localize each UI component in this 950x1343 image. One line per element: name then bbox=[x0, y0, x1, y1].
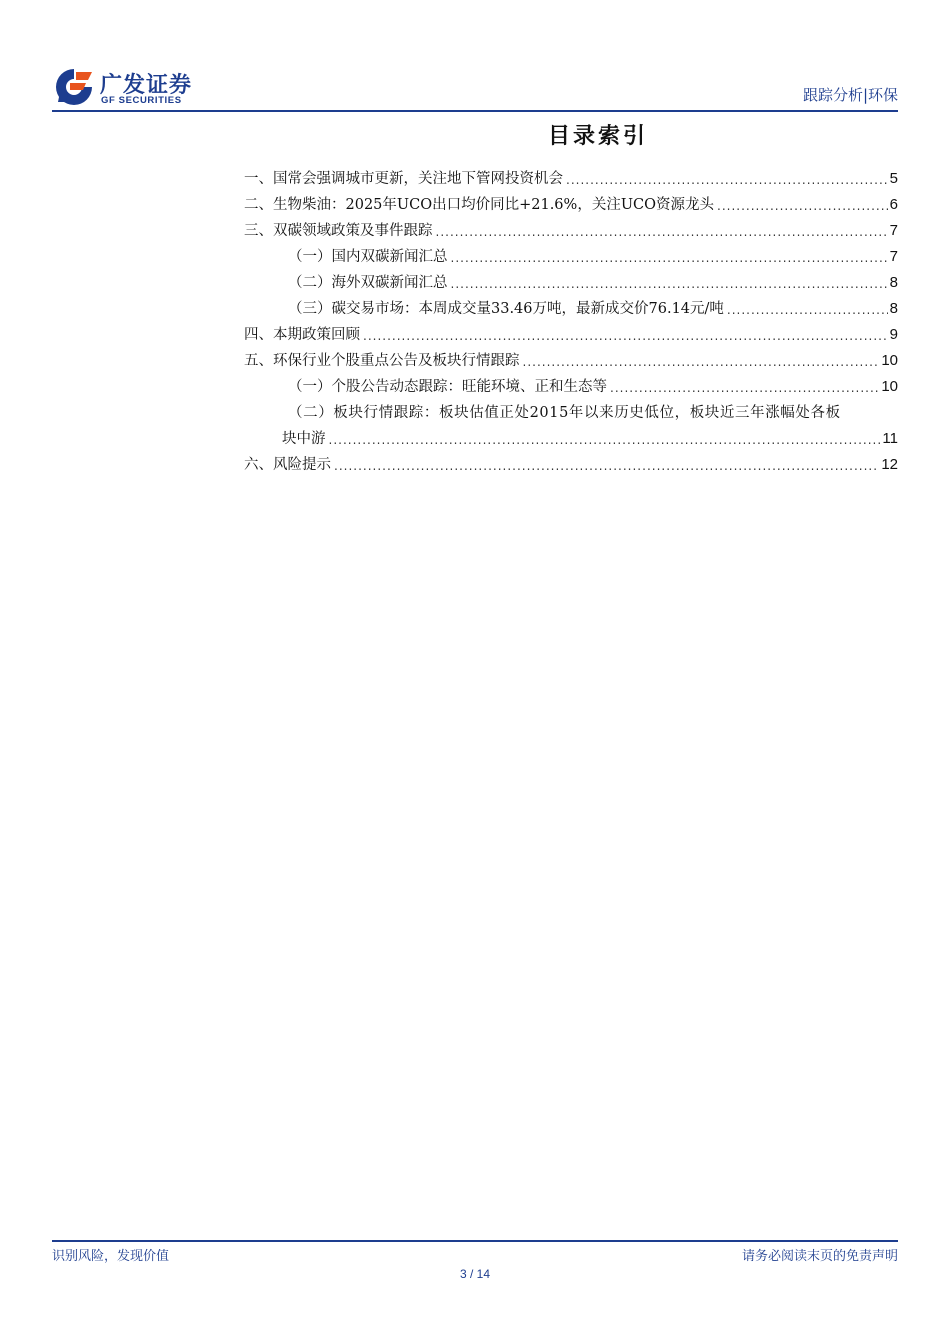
page-number: 3 / 14 bbox=[459, 1267, 491, 1281]
toc-subentry[interactable] bbox=[244, 241, 898, 267]
toc-subentry-continuation[interactable] bbox=[244, 423, 898, 449]
toc-page-number: 8 bbox=[889, 300, 898, 317]
table-of-contents bbox=[244, 163, 898, 475]
toc-entry-text: 三、双碳领域政策及事件跟踪 bbox=[244, 223, 433, 239]
page-header bbox=[52, 64, 898, 110]
toc-leader-dots bbox=[334, 460, 879, 472]
toc-leader-dots bbox=[566, 174, 888, 186]
gf-securities-logo bbox=[52, 66, 212, 108]
toc-leader-dots bbox=[436, 226, 888, 238]
toc-entry[interactable] bbox=[244, 215, 898, 241]
toc-page-number: 11 bbox=[882, 430, 898, 447]
toc-entry-text: 一、国常会强调城市更新，关注地下管网投资机会 bbox=[244, 171, 563, 187]
toc-page-number: 5 bbox=[889, 170, 898, 187]
toc-leader-dots bbox=[717, 200, 888, 212]
toc-leader-dots bbox=[727, 304, 888, 316]
toc-entry-text: 二、生物柴油：2025年UCO出口均价同比+21.6%，关注UCO资源龙头 bbox=[244, 197, 715, 213]
toc-page-number: 12 bbox=[881, 456, 898, 473]
logo-english-text: GF SECURITIES bbox=[101, 95, 182, 106]
toc-entry-text: （二）板块行情跟踪：板块估值正处2015年以来历史低位，板块近三年涨幅处各板 bbox=[288, 405, 841, 421]
toc-entry-text-continued: 块中游 bbox=[282, 431, 326, 447]
toc-page-number: 10 bbox=[881, 352, 898, 369]
toc-subentry[interactable] bbox=[244, 397, 898, 423]
toc-page-number: 6 bbox=[889, 196, 898, 213]
toc-entry-text: 五、环保行业个股重点公告及板块行情跟踪 bbox=[244, 353, 520, 369]
toc-entry-text: （三）碳交易市场：本周成交量33.46万吨，最新成交价76.14元/吨 bbox=[288, 301, 724, 317]
toc-subentry[interactable] bbox=[244, 267, 898, 293]
toc-page-number: 8 bbox=[889, 274, 898, 291]
toc-entry-text: （一）国内双碳新闻汇总 bbox=[288, 249, 448, 265]
gf-logo-icon bbox=[52, 66, 96, 108]
toc-page-number: 7 bbox=[889, 248, 898, 265]
toc-page-number: 10 bbox=[881, 378, 898, 395]
toc-title: 目录索引 bbox=[547, 123, 648, 149]
logo-chinese-text: 广发证券 bbox=[100, 73, 193, 98]
footer-disclaimer-note: 请务必阅读末页的免责声明 bbox=[741, 1249, 898, 1264]
toc-entry-text: 六、风险提示 bbox=[244, 457, 331, 473]
toc-entry[interactable] bbox=[244, 319, 898, 345]
toc-entry[interactable] bbox=[244, 345, 898, 371]
toc-entry[interactable] bbox=[244, 189, 898, 215]
footer-rule bbox=[52, 1240, 898, 1242]
toc-page-number: 7 bbox=[889, 222, 898, 239]
toc-entry-text: （二）海外双碳新闻汇总 bbox=[288, 275, 448, 291]
header-rule bbox=[52, 110, 898, 112]
toc-page-number: 9 bbox=[889, 326, 898, 343]
toc-leader-dots bbox=[523, 356, 880, 368]
toc-leader-dots bbox=[451, 252, 888, 264]
footer-slogan: 识别风险，发现价值 bbox=[52, 1249, 170, 1264]
toc-leader-dots bbox=[363, 330, 888, 342]
toc-entry-text: （一）个股公告动态跟踪：旺能环境、正和生态等 bbox=[288, 379, 607, 395]
toc-entry-text: 四、本期政策回顾 bbox=[244, 327, 360, 343]
toc-leader-dots bbox=[610, 382, 879, 394]
toc-leader-dots bbox=[329, 434, 881, 446]
toc-subentry[interactable] bbox=[244, 371, 898, 397]
toc-leader-dots bbox=[451, 278, 888, 290]
report-section-tag: 跟踪分析|环保 bbox=[802, 86, 898, 104]
toc-entry[interactable] bbox=[244, 163, 898, 189]
toc-entry[interactable] bbox=[244, 449, 898, 475]
toc-subentry[interactable] bbox=[244, 293, 898, 319]
